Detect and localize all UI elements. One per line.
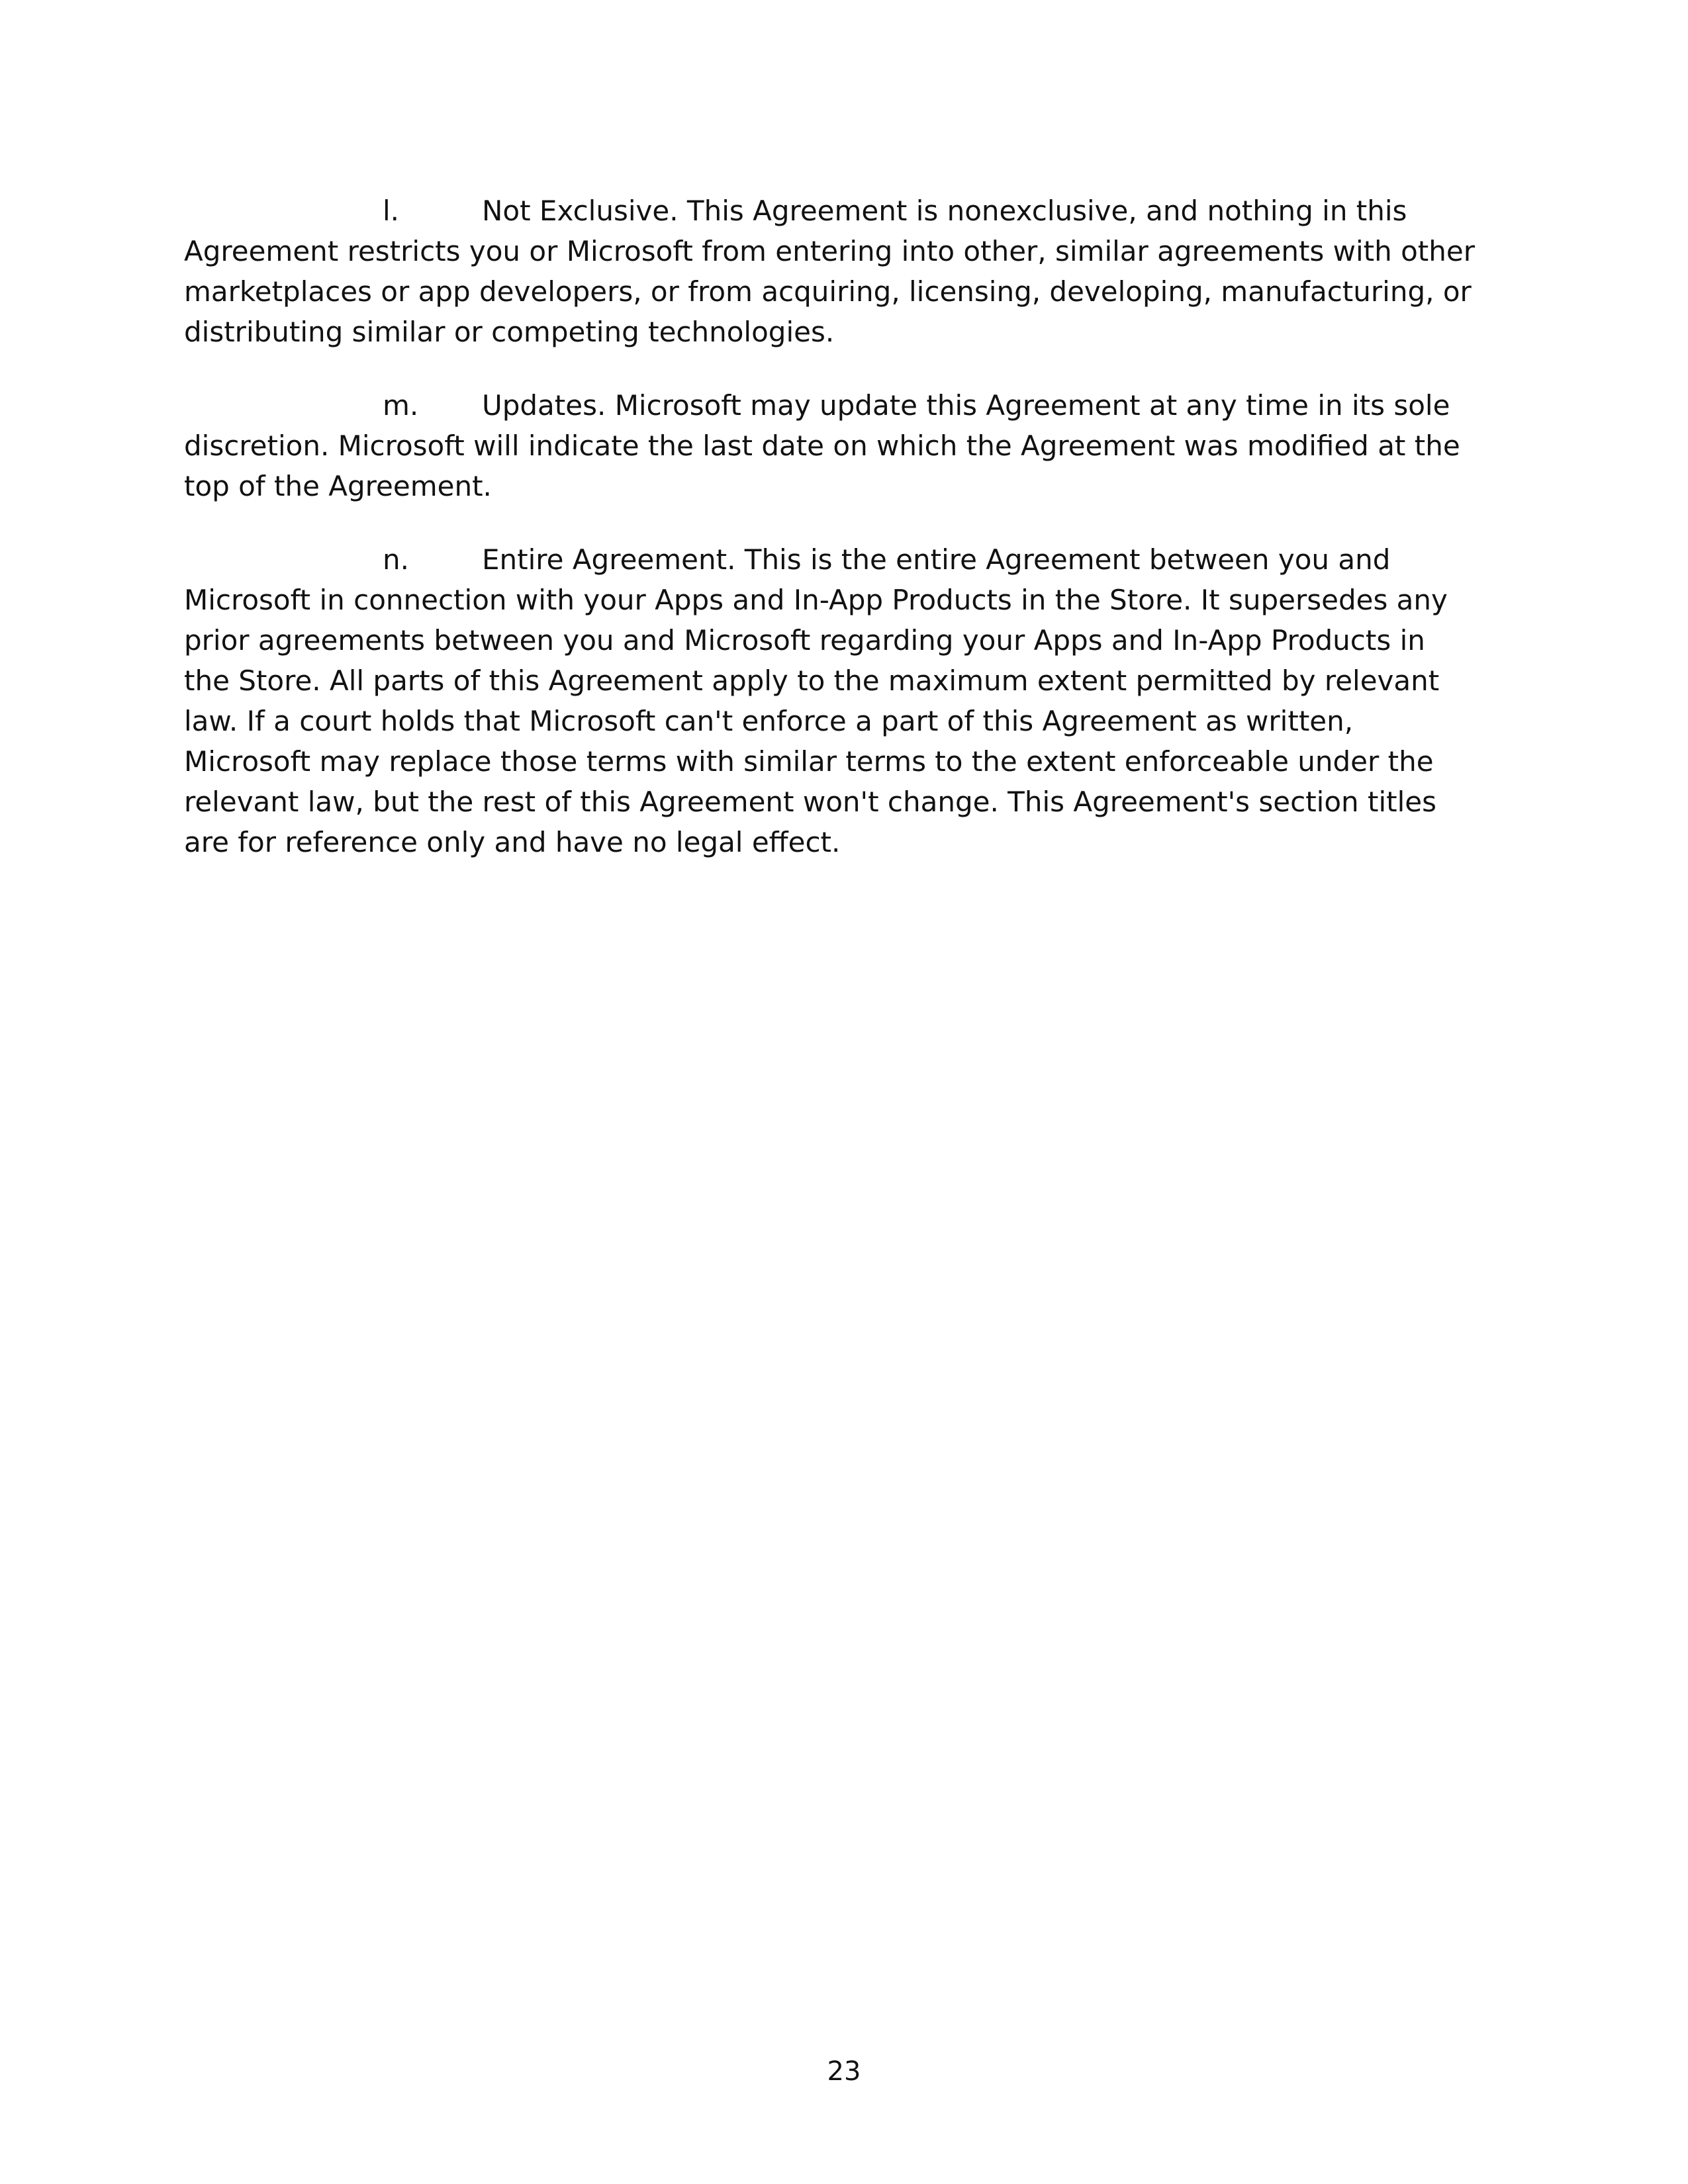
document-body xyxy=(184,191,1475,895)
section-n-marker: n. xyxy=(383,543,409,576)
section-m-text: Updates. Microsoft may update this Agreement at any time in its sole discretion. Microsoft will indicate the last date on which the Agreement was modified at the top of the Agreement. xyxy=(184,389,1460,502)
section-n-text: Entire Agreement. This is the entire Agreement between you and Microsoft in connection with your Apps and In-App Products in the Store. It supersedes any prior agreements between you and Microsoft regarding your Apps and In-App Products in the Store. All parts of this Agreement apply to the maximum extent permitted by relevant law. If a court holds that Microsoft can't enforce a part of this Agreement as written, Microsoft may replace those terms with similar terms to the extent enforceable under the relevant law, but the rest of this Agreement won't change. This Agreement's section titles are for reference only and have no legal effect. xyxy=(184,543,1448,858)
section-n-paragraph xyxy=(184,539,1475,862)
section-l-text: Not Exclusive. This Agreement is nonexclusive, and nothing in this Agreement restricts you or Microsoft from entering into other, similar agreements with other marketplaces or app developers, or from acquiring, licensing, developing, manufacturing, or distributing similar or competing technologies. xyxy=(184,195,1476,348)
page-number: 23 xyxy=(827,2056,861,2087)
section-m-paragraph xyxy=(184,385,1475,506)
section-m-marker: m. xyxy=(383,389,419,422)
section-l-marker: l. xyxy=(383,195,400,227)
section-l-paragraph xyxy=(184,191,1475,352)
